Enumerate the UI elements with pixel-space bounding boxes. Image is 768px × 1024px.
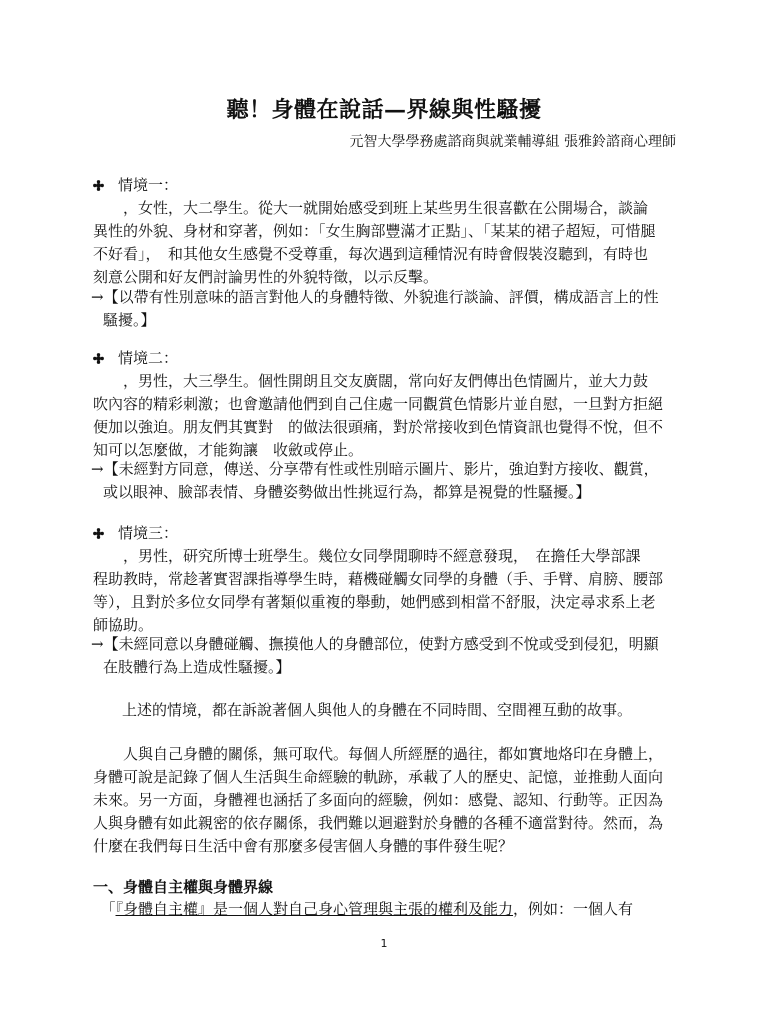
scenario-3-conclusion [91, 633, 681, 679]
flower-bullet-icon [93, 528, 104, 539]
scenario-2-heading [93, 347, 683, 370]
line-suffix: ，例如：一個人有 [513, 900, 634, 918]
text-line: 師協助。 [93, 616, 154, 634]
page-number: 1 [380, 937, 388, 950]
scenario-1 [93, 174, 683, 289]
section-heading: 一、身體自主權與身體界線 [93, 878, 274, 896]
document-title: 聽！身體在說話—界線與性騷擾 [226, 97, 542, 123]
scenario-heading-text: 情境二： [118, 349, 179, 367]
text-line: ，男性，大三學生。個性開朗且交友廣闊，常向好友們傳出色情圖片，並大力鼓 [93, 372, 649, 390]
text-line: 程助教時，常趁著實習課指導學生時，藉機碰觸女同學的身體（手、手臂、肩膀、腰部 [93, 570, 664, 588]
scenario-2 [93, 347, 683, 462]
scenario-1-heading [93, 174, 683, 197]
text-line: 未來。另一方面，身體裡也涵括了多面向的經驗，例如：感覺、認知、行動等。正因為 [93, 791, 664, 809]
flower-bullet-icon [93, 180, 104, 191]
conclusion-line: 在肢體行為上造成性騷擾。】 [103, 658, 291, 676]
text-line: 不好看」， 和其他女生感覺不受尊重，每次遇到這種情況有時會假裝沒聽到，有時也 [93, 245, 649, 263]
scenario-3-heading [93, 522, 683, 545]
conclusion-line: 騷擾。】 [103, 311, 156, 329]
text-line: 人與身體有如此親密的依存關係，我們難以迴避對於身體的各種不適當對待。然而，為 [93, 814, 664, 832]
scenario-2-conclusion [91, 458, 681, 504]
flower-bullet-icon [93, 353, 104, 364]
text-line: ，男性，研究所博士班學生。幾位女同學閒聊時不經意發現， 在擔任大學部課 [93, 547, 641, 565]
section-first-line [93, 898, 683, 921]
text-line: ，女性，大二學生。從大一就開始感受到班上某些男生很喜歡在公開場合，談論 [93, 199, 649, 217]
summary-paragraph: 上述的情境，都在訴說著個人與他人的身體在不同時間、空間裡互動的故事。 [122, 701, 633, 719]
line-prefix: 「 [93, 900, 116, 918]
text-line: 知可以怎麼做，才能夠讓 收斂或停止。 [93, 441, 364, 459]
conclusion-line: →【以帶有性別意味的語言對他人的身體特徵、外貌進行談論、評價，構成語言上的性 [91, 288, 659, 306]
text-line: 便加以強迫。朋友們其實對 的做法很頭痛，對於常接收到色情資訊也覺得不悅，但不 [93, 418, 664, 436]
text-line [93, 898, 683, 921]
conclusion-line: 或以眼神、臉部表情、身體姿勢做出性挑逗行為，都算是視覺的性騷擾。】 [103, 483, 591, 501]
text-line: 異性的外貌、身材和穿著，例如：「女生胸部豐滿才正點」、「某某的裙子超短，可惜腿 [93, 222, 656, 240]
underlined-definition: 『身體自主權』是一個人對自己身心管理與主張的權利及能力 [115, 900, 514, 918]
text-line: 人與自己身體的關係，無可取代。每個人所經歷的過往，都如實地烙印在身體上， [93, 745, 664, 763]
text-line: 吹內容的精彩刺激；也會邀請他們到自己住處一同觀賞色情影片並自慰，一旦對方拒絕 [93, 395, 664, 413]
scenario-3 [93, 522, 683, 637]
scenario-1-conclusion [91, 286, 681, 332]
text-line: 刻意公開和好友們討論男性的外貌特徵，以示反擊。 [93, 268, 439, 286]
scenario-heading-text: 情境三： [118, 524, 179, 542]
author-line: 元智大學學務處諮商與就業輔導組 張雅鈴諮商心理師 [349, 134, 676, 150]
text-line: 什麼在我們每日生活中會有那麼多侵害個人身體的事件發生呢？ [93, 837, 514, 855]
conclusion-line: →【未經對方同意，傳送、分享帶有性或性別暗示圖片、影片，強迫對方接收、觀賞， [91, 460, 659, 478]
text-line: 身體可說是記錄了個人生活與生命經驗的軌跡，承載了人的歷史、記憶，並推動人面向 [93, 768, 664, 786]
conclusion-line: →【未經同意以身體碰觸、撫摸他人的身體部位，使對方感受到不悅或受到侵犯，明顯 [91, 635, 659, 653]
body-paragraph [93, 743, 683, 858]
text-line: 等），且對於多位女同學有著類似重複的舉動，她們感到相當不舒服，決定尋求系上老 [93, 593, 656, 611]
scenario-heading-text: 情境一： [118, 176, 179, 194]
